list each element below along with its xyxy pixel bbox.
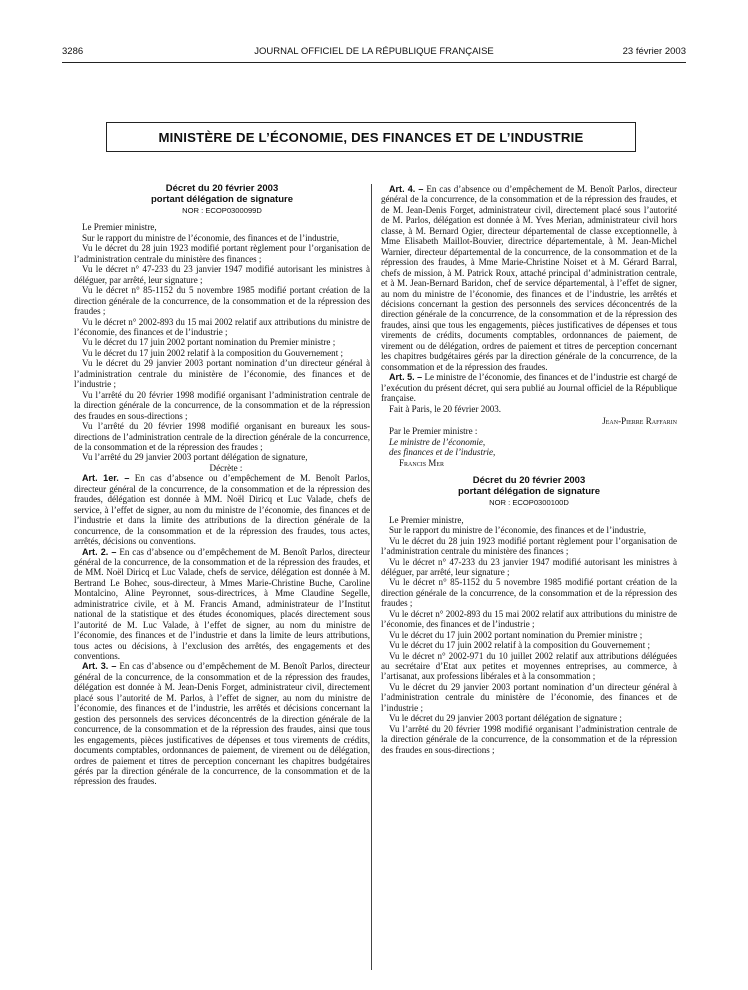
visa: Vu le décret n° 47-233 du 23 janvier 1947 modifié autorisant les ministres à déléguer, par arrêté, leur signature ; (381, 556, 677, 577)
visa: Vu l’arrêté du 20 février 1998 modifié organisant en bureaux les sous-directions de l’administration centrale de la direction générale de la concurrence, de la consommation et de la répression des fraudes ; (74, 421, 370, 452)
ministry-title: MINISTÈRE DE L’ÉCONOMIE, DES FINANCES ET DE L’INDUSTRIE (158, 129, 584, 145)
pm-signature: Jean-Pierre Raffarin (602, 415, 677, 426)
visa: Vu le décret n° 2002-893 du 15 mai 2002 relatif aux attributions du ministre de l’économie, des finances et de l’industrie ; (74, 316, 370, 337)
decree1-intro: Le Premier ministre, (82, 222, 157, 233)
visa: Vu le décret n° 85-1152 du 5 novembre 1985 modifié portant création de la direction générale de la concurrence, de la consommation et de la répression des fraudes ; (74, 285, 370, 317)
visa: Vu le décret du 29 janvier 2003 portant nomination d’un directeur général à l’administration centrale du ministère de l’économie, des finances et de l’industrie ; (74, 358, 370, 390)
article-text: En cas d’absence ou d’empêchement de M. Benoît Parlos, directeur général de la concurrence, de la consommation et de la répression des fraudes, et de M. Jean-Denis Forget, administrateur civil, directement placé sous l’autorité de M. Parlos, délégation est donnée à M. Yves Merian, administrateur civil hors classe, à M. Bernard Ogier, directeur départemental de classe exceptionnelle, à Mme Elisabeth Maillot-Bouvier, directrice départementale, à M. Jean-Michel Warnier, directeur départemental de la concurrence, de la consommation et de la répression des fraudes, à Mme Marie-Christine Noiset et à M. Gérard Barral, chefs de mission, à M. Patrick Roux, attaché principal d’administration centrale, et à M. Jean-Bernard Baridon, chef de service départemental, à l’effet de signer, au nom du ministre de l’économie, des finances et de l’industrie, les arrêtés et décisions concernant la gestion des personnels des services déconcentrés de la direction générale de la concurrence, de la consommation et de la répression des fraudes, ainsi que tous les engagements, pièces justificatives de dépenses et tous virements de crédits, documents comptables, ordonnances de paiement, de virement ou de délégation, ordres de paiement et titres de perception concernant les chapitres budgétaires gérés par la direction générale de la concurrence, de la consommation et de la répression des fraudes. (381, 184, 677, 372)
minister-role-line2: des finances et de l’industrie, (389, 447, 496, 458)
left-column (74, 184, 370, 787)
journal-title: JOURNAL OFFICIEL DE LA RÉPUBLIQUE FRANÇAISE (254, 46, 494, 57)
article-text: En cas d’absence ou d’empêchement de M. Benoît Parlos, directeur général de la concurrence, de la consommation et de la répression des fraudes, et de MM. Noël Diricq et Luc Valade, chefs de service, délégation est donnée à M. Bertrand Le Bohec, sous-directeur, à Mmes Marie-Christine Buche, Caroline Montalcino, Aline Peyronnet, sous-directrices, à Mme Claudine Segelle, administratrice civile, et à M. Francis Amand, administrateur de l’Institut national de la statistique et des études économiques, placés directement sous l’autorité de M. Luc Valade, à l’effet de signer, au nom du ministre de l’économie, des finances et de l’industrie et dans la limite de leurs attributions, tous actes ou décisions, à l’exclusion des arrêtés, des engagements et des conventions. (74, 546, 370, 662)
visa: Sur le rapport du ministre de l’économie, des finances et de l’industrie, (82, 232, 340, 243)
decree1-title-line2: portant délégation de signature (151, 193, 293, 205)
column-divider (371, 184, 372, 970)
visa: Vu le décret du 29 janvier 2003 portant nomination d’un directeur général à l’administration centrale du ministère de l’économie, des finances et de l’industrie ; (381, 681, 677, 713)
running-header (62, 46, 686, 60)
article-text: Le ministre de l’économie, des finances et de l’industrie est chargé de l’exécution du présent décret, qui sera publié au Journal officiel de la République française. (381, 372, 678, 404)
decree1-nor: NOR : ECOP0300099D (182, 206, 262, 215)
minister-name: Francis Mer (399, 457, 445, 468)
done-at: Fait à Paris, le 20 février 2003. (389, 403, 502, 414)
visa: Vu le décret n° 47-233 du 23 janvier 1947 modifié autorisant les ministres à déléguer, par arrêté, leur signature ; (74, 264, 370, 285)
article-2 (74, 547, 370, 662)
decree2-nor: NOR : ECOP0300100D (489, 498, 569, 508)
visa: Vu le décret du 17 juin 2002 portant nomination du Premier ministre ; (82, 337, 336, 348)
visa: Vu le décret du 29 janvier 2003 portant délégation de signature ; (389, 713, 622, 724)
article-4 (381, 184, 677, 372)
visa: Vu le décret du 28 juin 1923 modifié portant règlement pour l’organisation de l’administration centrale du ministère des finances ; (381, 535, 677, 557)
visa: Vu le décret du 28 juin 1923 modifié portant règlement pour l’organisation de l’administration centrale du ministère des finances ; (74, 243, 370, 264)
decree2-title (381, 476, 677, 497)
ministry-banner (106, 122, 636, 152)
article-label: Art. 5. – (389, 372, 423, 383)
visa: Vu le décret du 17 juin 2002 relatif à la composition du Gouvernement ; (82, 347, 343, 358)
article-1 (74, 473, 370, 546)
visa: Vu l’arrêté du 20 février 1998 modifié organisant l’administration centrale de la direction générale de la concurrence, de la consommation et de la répression des fraudes en sous-directions ; (381, 723, 677, 755)
article-5 (381, 372, 677, 403)
article-text: En cas d’absence ou d’empêchement de M. Benoît Parlos, directeur général de la concurrence, de la consommation et de la répression des fraudes, délégation est donnée à MM. Noël Diricq et Luc Valade, chefs de service, à l’effet de signer, au nom du ministre de l’économie, des finances et de l’industrie et dans la limite des attributions de la direction générale de la concurrence, de la consommation et de la répression des fraudes, tous actes, arrêtés, décisions ou conventions. (74, 473, 371, 547)
decree1-title-line1: Décret du 20 février 2003 (165, 183, 279, 194)
article-label: Art. 2. – (82, 546, 117, 557)
article-label: Art. 1er. – (82, 473, 130, 484)
visa: Vu le décret n° 85-1152 du 5 novembre 1985 modifié portant création de la direction générale de la concurrence, de la consommation et de la répression des fraudes ; (381, 577, 677, 609)
visa: Vu le décret n° 2002-893 du 15 mai 2002 relatif aux attributions du ministre de l’économie, des finances et de l’industrie ; (381, 608, 677, 630)
visa: Vu le décret du 17 juin 2002 portant nomination du Premier ministre ; (389, 629, 643, 640)
by-pm: Par le Premier ministre : (389, 426, 478, 437)
decree2-title-line2: portant délégation de signature (458, 485, 600, 497)
visa: Vu le décret du 17 juin 2002 relatif à la composition du Gouvernement ; (389, 640, 650, 651)
page-number: 3286 (62, 46, 84, 57)
decrete-label: Décrète : (209, 462, 243, 473)
header-rule (62, 62, 686, 63)
decree2-title-line1: Décret du 20 février 2003 (472, 475, 586, 487)
article-label: Art. 4. – (389, 184, 424, 194)
article-label: Art. 3. – (82, 661, 117, 672)
visa: Vu l’arrêté du 29 janvier 2003 portant délégation de signature, (82, 452, 308, 463)
visa: Vu l’arrêté du 20 février 1998 modifié organisant l’administration centrale de la direction générale de la concurrence, de la consommation et de la répression des fraudes en sous-directions ; (74, 389, 370, 421)
visa: Sur le rapport du ministre de l’économie, des finances et de l’industrie, (389, 525, 647, 536)
article-text: En cas d’absence ou d’empêchement de M. Benoît Parlos, directeur général de la concurrence, de la consommation et de la répression des fraudes, délégation est donnée à M. Jean-Denis Forget, administrateur civil, directement placé sous l’autorité de M. Parlos, à l’effet de signer, au nom du ministre de l’économie, des finances et de l’industrie, les arrêtés et décisions concernant la gestion des personnels des services déconcentrés de la direction générale de la concurrence, de la consommation et de la répression des fraudes, ainsi que tous les engagements, pièces justificatives de dépenses et tous virements de crédits, documents comptables, ordonnances de paiement, de virement ou de délégation, ordres de paiement et titres de perception concernant les chapitres budgétaires gérés par la direction générale de la concurrence, de la consommation et de la répression des fraudes. (74, 661, 370, 787)
right-column (381, 184, 677, 755)
issue-date: 23 février 2003 (622, 46, 686, 57)
article-3 (74, 661, 370, 786)
decree1-title (74, 184, 370, 205)
decree2-intro: Le Premier ministre, (389, 514, 464, 525)
minister-role-line1: Le ministre de l’économie, (389, 436, 486, 447)
visa: Vu le décret n° 2002-971 du 10 juillet 2002 relatif aux attributions déléguées au secrétaire d’Etat aux petites et moyennes entreprises, au commerce, à l’artisanat, aux professions libérales et à la consommation ; (381, 650, 677, 682)
